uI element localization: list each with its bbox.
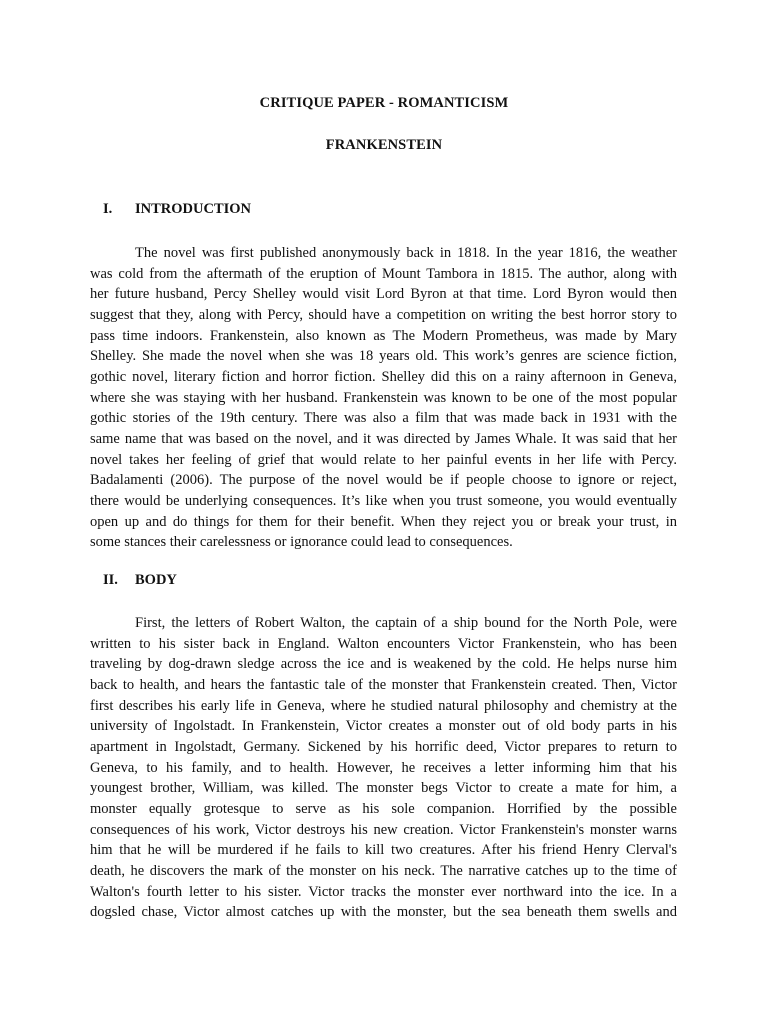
paragraph-line: first describes his early life in Geneva, where he studied natural philosophy and chemistry at the: [90, 697, 677, 714]
paragraph-line: university of Ingolstadt. In Frankenstein, Victor creates a monster out of old body parts in his: [90, 718, 677, 735]
paragraph-line: The novel was first published anonymously back in 1818. In the year 1816, the weather: [135, 245, 677, 261]
document-title: CRITIQUE PAPER - ROMANTICISM: [259, 95, 509, 111]
paragraph-line: traveling by dog-drawn sledge across the ice and is weakened by the cold. He helps nurse him: [90, 656, 677, 673]
paragraph-line: back to health, and hears the fantastic tale of the monster that Frankenstein created. Then, Victor: [90, 676, 677, 693]
introduction-paragraph: [90, 243, 677, 553]
paragraph-line: youngest brother, William, was killed. The monster begs Victor to create a mate for him, a: [90, 780, 677, 797]
paragraph-line: novel takes her feeling of grief that would relate to her painful events in her life with Percy.: [90, 451, 677, 468]
section-title: INTRODUCTION: [135, 201, 252, 217]
paragraph-line: First, the letters of Robert Walton, the captain of a ship bound for the North Pole, were: [135, 615, 677, 631]
section-heading-introduction: [103, 200, 251, 218]
paragraph-line: open up and do things for them for their benefit. When they reject you or break your trust, in: [90, 513, 677, 530]
paragraph-line: pass time indoors. Frankenstein, also known as The Modern Prometheus, was made by Mary: [90, 327, 677, 344]
paragraph-line: death, he discovers the mark of the monster on his neck. The narrative catches up to the time of: [90, 862, 677, 879]
paragraph-line: written to his sister back in England. Walton encounters Victor Frankenstein, who has been: [90, 635, 677, 652]
paragraph-line: her future husband, Percy Shelley would visit Lord Byron at that time. Lord Byron would then: [90, 286, 677, 303]
body-paragraph: [90, 613, 677, 923]
paragraph-line: dogsled chase, Victor almost catches up with the monster, but the sea beneath them swells and: [90, 904, 677, 921]
section-title: BODY: [135, 572, 177, 588]
paragraph-line: him that he will be murdered if he fails to kill two creatures. After his friend Henry Clerval's: [90, 842, 677, 859]
paragraph-line: gothic novel, literary fiction and horror fiction. Shelley did this on a rainy afternoon in Geneva,: [90, 368, 677, 385]
document-subtitle: FRANKENSTEIN: [325, 137, 443, 153]
paragraph-line: suggest that they, along with Percy, should have a competition on writing the best horror story to: [90, 306, 677, 323]
paragraph-line: Walton's fourth letter to his sister. Victor tracks the monster ever northward into the ice. In a: [90, 883, 677, 900]
paragraph-line: was cold from the aftermath of the eruption of Mount Tambora in 1815. The author, along with: [90, 265, 677, 282]
paragraph-line: monster equally grotesque to serve as his sole companion. Horrified by the possible: [90, 800, 677, 817]
paragraph-line: gothic stories of the 19th century. There was also a film that was made back in 1931 with the: [90, 410, 677, 427]
section-heading-body: [103, 571, 177, 589]
paragraph-line: consequences of his work, Victor destroys his new creation. Victor Frankenstein's monster warns: [90, 821, 677, 838]
section-number: I.: [103, 201, 113, 217]
paragraph-line: apartment in Ingolstadt, Germany. Sickened by his horrific deed, Victor prepares to return to: [90, 738, 677, 755]
paragraph-line: where she was staying with her husband. Frankenstein was known to be one of the most popular: [90, 389, 677, 406]
paragraph-line: there would be underlying consequences. It’s like when you trust someone, you would eventually: [90, 492, 677, 509]
paragraph-line: Badalamenti (2006). The purpose of the novel would be if people choose to ignore or reject,: [90, 472, 677, 489]
section-number: II.: [103, 572, 118, 588]
paragraph-line: Geneva, to his family, and to health. However, he receives a letter informing him that his: [90, 759, 677, 776]
paragraph-line: some stances their carelessness or ignorance could lead to consequences.: [90, 534, 513, 551]
paragraph-line: same name that was based on the novel, and it was directed by James Whale. It was said that her: [90, 430, 677, 447]
paragraph-line: Shelley. She made the novel when she was 18 years old. This work’s genres are science fiction,: [90, 348, 677, 365]
